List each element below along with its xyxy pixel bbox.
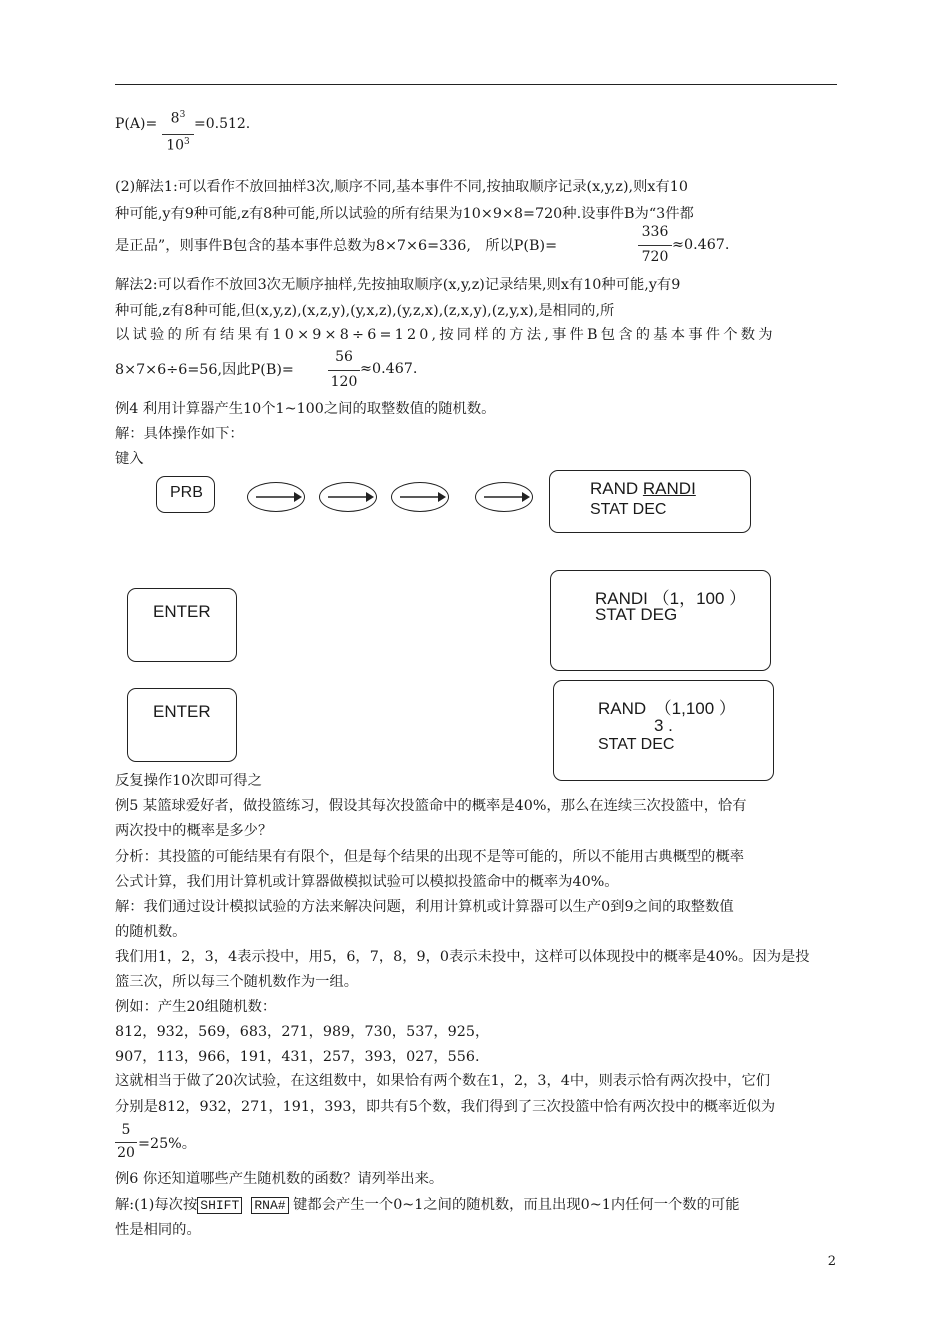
ex5-fraction: 5 20	[115, 1122, 137, 1166]
header-rule	[115, 84, 837, 85]
rna-key: RNA#	[251, 1197, 288, 1214]
ex6-line2: 解:(1)每次按 SHIFT RNA# 键都会产生一个0~1之间的随机数，而且出现0~1内任何一个数的可能	[115, 1197, 740, 1213]
enter-key-2: ENTER	[127, 688, 237, 762]
sol1-fraction: 336 720	[638, 224, 672, 270]
sol1-line1: (2)解法1:可以看作不放回抽样3次,顺序不同,基本事件不同,按抽取顺序记录(x,y,z),则x有10	[115, 179, 688, 195]
sol2-line4-suffix: ≈0.467.	[360, 361, 418, 377]
ex6-line1: 例6 你还知道哪些产生随机数的函数？请列举出来。	[115, 1171, 444, 1187]
ex4-title: 例4 利用计算器产生10个1~100之间的取整数值的随机数。	[115, 401, 496, 417]
arrow-key-icon	[391, 482, 449, 512]
ex5-line12: 这就相当于做了20次试验，在这组数中，如果恰有两个数在1，2，3，4中，则表示恰有两次投中，它们	[115, 1073, 771, 1089]
arrow-key-icon	[475, 482, 533, 512]
ex4-repeat: 反复操作10次即可得之	[115, 773, 262, 789]
ex5-line2: 两次投中的概率是多少？	[115, 823, 273, 839]
prb-key: PRB	[156, 476, 215, 513]
calculator-screen-2: RANDI （1，100 ） STAT DEG	[550, 570, 771, 671]
ex4-solution: 解：具体操作如下：	[115, 426, 244, 442]
ex5-numbers-row1: 812，932，569，683，271，989，730，537，925，	[115, 1024, 490, 1040]
sol1-line3-prefix: 是正品”，则事件B包含的基本事件总数为8×7×6=336, 所以P(B)=	[115, 238, 558, 254]
sol2-fraction: 56 120	[328, 349, 360, 395]
shift-key: SHIFT	[197, 1197, 242, 1214]
ex5-line5: 解：我们通过设计模拟试验的方法来解决问题，利用计算机或计算器可以生产0到9之间的取整数值	[115, 899, 734, 915]
calculator-screen-1: RAND RANDI STAT DEC	[549, 470, 751, 533]
arrow-key-icon	[319, 482, 377, 512]
ex5-line6: 的随机数。	[115, 924, 187, 940]
ex5-numbers-row2: 907，113，966，191，431，257，393，027，556.	[115, 1049, 480, 1065]
ex5-line9: 例如：产生20组随机数：	[115, 999, 277, 1015]
sol2-line2: 种可能,z有8种可能,但(x,y,z),(x,z,y),(y,x,z),(y,z,x),(z,x,y),(z,y,x),是相同的,所	[115, 303, 615, 319]
ex5-line7: 我们用1，2，3，4表示投中，用5，6，7，8，9，0表示未投中，这样可以体现投中的概率是40%。因为是投	[115, 949, 810, 965]
ex5-line3: 分析：其投篮的可能结果有有限个，但是每个结果的出现不是等可能的，所以不能用古典概型的概率	[115, 849, 745, 865]
sol2-line3: 以试验的所有结果有10×9×8÷6=120,按同样的方法,事件B包含的基本事件个数为	[115, 327, 776, 343]
ex5-line4: 公式计算，我们用计算机或计算器做模拟试验可以模拟投篮命中的概率为40%。	[115, 874, 619, 890]
sol1-line2: 种可能,y有9种可能,z有8种可能,所以试验的所有结果为10×9×8=720种.设事件B为“3件都	[115, 206, 694, 222]
ex4-key-in: 键入	[115, 451, 144, 467]
sol2-line1: 解法2:可以看作不放回3次无顺序抽样,先按抽取顺序(x,y,z)记录结果,则x有10种可能,y有9	[115, 277, 681, 293]
sol1-line3-suffix: ≈0.467.	[672, 237, 730, 253]
ex6-line3: 性是相同的。	[115, 1222, 201, 1238]
pa-prefix: P(A)=	[115, 116, 158, 132]
ex5-fraction-suffix: =25%。	[138, 1136, 197, 1152]
ex5-line8: 篮三次，所以每三个随机数作为一组。	[115, 974, 359, 990]
arrow-key-icon	[247, 482, 305, 512]
enter-key-1: ENTER	[127, 588, 237, 662]
pa-suffix: =0.512.	[194, 116, 251, 132]
page-number: 2	[827, 1254, 836, 1269]
sol2-line4-prefix: 8×7×6÷6=56,因此P(B)=	[115, 362, 294, 378]
calculator-screen-3: RAND （1,100 ） 3 . STAT DEC	[553, 680, 774, 781]
ex5-line1: 例5 某篮球爱好者，做投篮练习，假设其每次投篮命中的概率是40%，那么在连续三次投篮中，恰有	[115, 798, 747, 814]
pa-fraction: $8^3$ $10^3$	[162, 110, 194, 160]
ex5-line13: 分别是812，932，271，191，393，即共有5个数，我们得到了三次投篮中恰有两次投中的概率近似为	[115, 1099, 776, 1115]
